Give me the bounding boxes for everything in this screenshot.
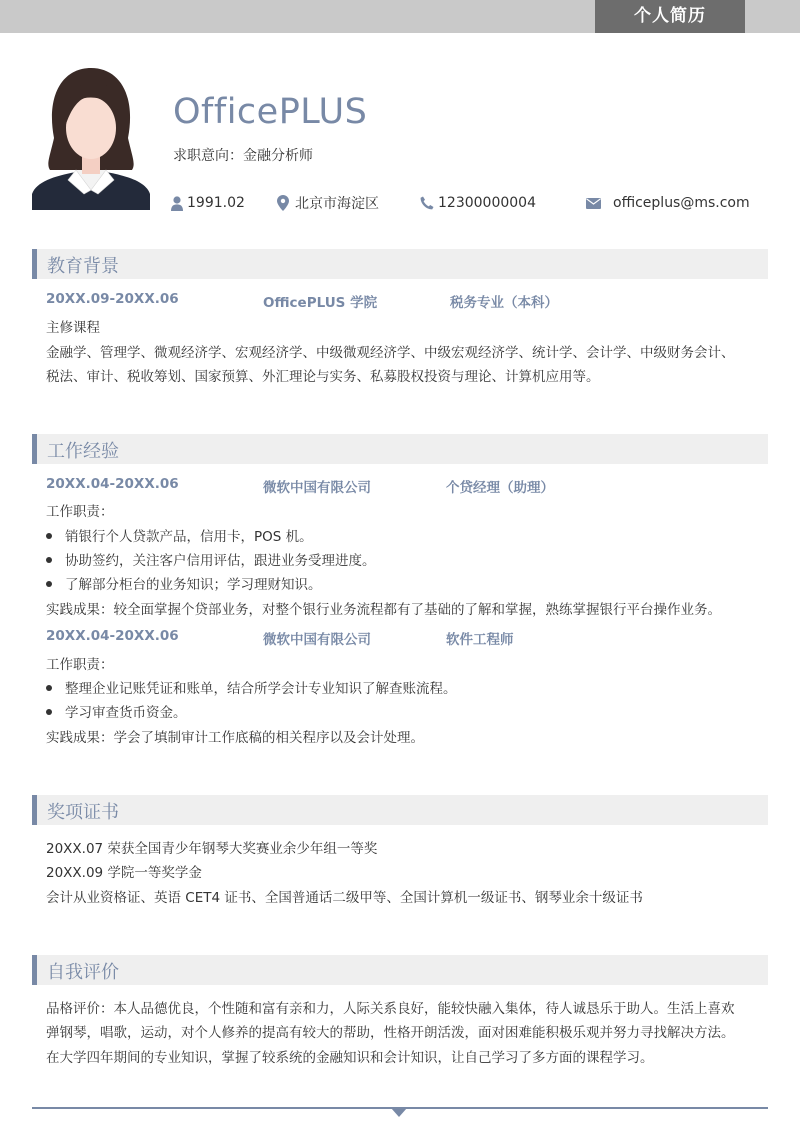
email-address[interactable]: officeplus@ms.com bbox=[613, 195, 750, 211]
candidate-name: OfficePLUS bbox=[173, 92, 368, 132]
birth-date: 1991.02 bbox=[187, 195, 245, 211]
section-self bbox=[32, 955, 768, 985]
courses-line-1: 金融学、管理学、微观经济学、宏观经济学、中级微观经济学、中级宏观经济学、统计学、会计学、中级财务会计、 bbox=[46, 345, 735, 361]
location-pin-icon bbox=[277, 195, 289, 211]
duty-item: 学习审查货币资金。 bbox=[46, 701, 187, 721]
section-title-work: 工作经验 bbox=[47, 441, 119, 462]
job-position: 个贷经理（助理） bbox=[446, 480, 554, 496]
self-line: 品格评价：本人品德优良，个性随和富有亲和力，人际关系良好，能较快融入集体，待人诚恳乐于助人。生活上喜欢 bbox=[46, 1001, 735, 1017]
duty-item: 了解部分柜台的业务知识；学习理财知识。 bbox=[46, 573, 322, 593]
avatar bbox=[32, 66, 150, 210]
section-accent bbox=[32, 955, 37, 985]
courses-line-2: 税法、审计、税收筹划、国家预算、外汇理论与实务、私募股权投资与理论、计算机应用等。 bbox=[46, 369, 600, 385]
job-period: 20XX.04-20XX.06 bbox=[46, 476, 179, 492]
duty-label: 工作职责： bbox=[46, 504, 114, 520]
job-intent: 求职意向：金融分析师 bbox=[173, 148, 313, 164]
duty-item: 销银行个人贷款产品，信用卡，POS 机。 bbox=[46, 525, 313, 545]
section-accent bbox=[32, 249, 37, 279]
duty-item: 协助签约，关注客户信用评估，跟进业务受理进度。 bbox=[46, 549, 376, 569]
footer-arrow-icon bbox=[391, 1108, 407, 1117]
phone-number: 12300000004 bbox=[438, 195, 536, 211]
mail-icon bbox=[586, 198, 601, 209]
award-item: 20XX.07 荣获全国青少年钢琴大奖赛业余少年组一等奖 bbox=[46, 841, 378, 857]
section-accent bbox=[32, 795, 37, 825]
job-period: 20XX.04-20XX.06 bbox=[46, 628, 179, 644]
courses-label: 主修课程 bbox=[46, 320, 100, 336]
job-company: 微软中国有限公司 bbox=[263, 480, 371, 496]
job-result: 实践成果：学会了填制审计工作底稿的相关程序以及会计处理。 bbox=[46, 730, 424, 746]
section-education bbox=[32, 249, 768, 279]
person-icon bbox=[171, 196, 183, 211]
self-line: 在大学四年期间的专业知识，掌握了较系统的金融知识和会计知识，让自己学习了多方面的课程学习。 bbox=[46, 1050, 654, 1066]
birth-info bbox=[171, 194, 245, 212]
location-info bbox=[277, 194, 379, 212]
edu-period: 20XX.09-20XX.06 bbox=[46, 291, 179, 307]
location-text: 北京市海淀区 bbox=[295, 196, 379, 212]
phone-info bbox=[420, 194, 536, 212]
section-title-awards: 奖项证书 bbox=[47, 802, 119, 823]
section-work bbox=[32, 434, 768, 464]
section-title-education: 教育背景 bbox=[47, 256, 119, 277]
section-awards bbox=[32, 795, 768, 825]
self-line: 弹钢琴，唱歌，运动，对个人修养的提高有较大的帮助，性格开朗活泼，面对困难能积极乐观并努力寻找解决方法。 bbox=[46, 1025, 735, 1041]
section-title-self: 自我评价 bbox=[47, 962, 119, 983]
resume-badge: 个人简历 bbox=[595, 0, 745, 33]
duty-label: 工作职责： bbox=[46, 657, 114, 673]
job-position: 软件工程师 bbox=[446, 632, 514, 648]
job-result: 实践成果：较全面掌握个贷部业务，对整个银行业务流程都有了基础的了解和掌握，熟练掌握银行平台操作业务。 bbox=[46, 602, 721, 618]
phone-icon bbox=[420, 196, 434, 210]
edu-major: 税务专业（本科） bbox=[450, 295, 558, 311]
edu-school: OfficePLUS 学院 bbox=[263, 295, 378, 311]
award-item: 20XX.09 学院一等奖学金 bbox=[46, 865, 202, 881]
section-accent bbox=[32, 434, 37, 464]
award-item: 会计从业资格证、英语 CET4 证书、全国普通话二级甲等、全国计算机一级证书、钢琴业余十级证书 bbox=[46, 890, 643, 906]
email-info[interactable] bbox=[586, 194, 750, 212]
duty-item: 整理企业记账凭证和账单，结合所学会计专业知识了解查账流程。 bbox=[46, 677, 457, 697]
job-company: 微软中国有限公司 bbox=[263, 632, 371, 648]
